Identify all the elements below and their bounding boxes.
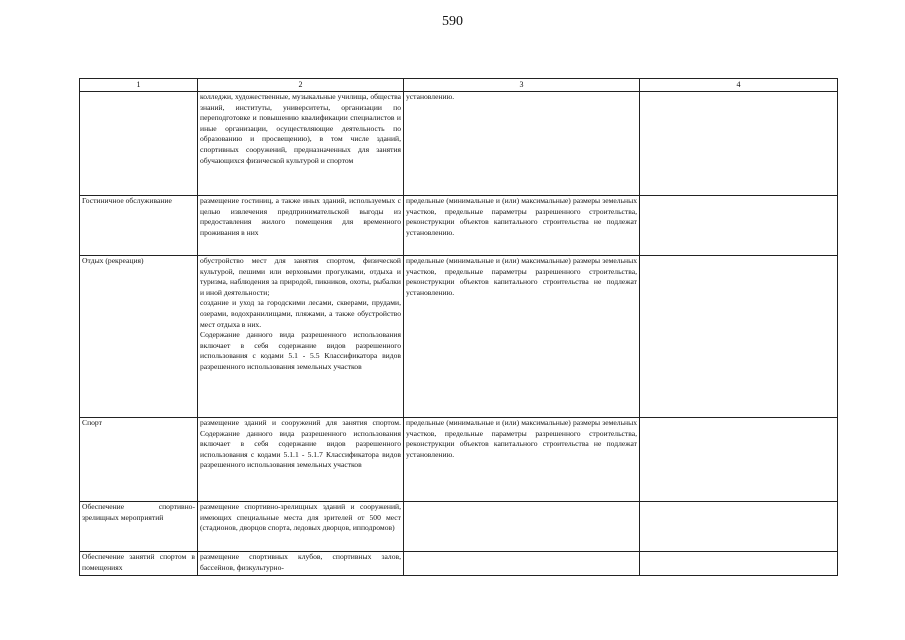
column-header: 4: [640, 79, 838, 92]
description-paragraph: Содержание данного вида разрешенного использования включает в себя содержание видов разрешенного использования с кодами 5.1 - 5.5 Классификатора видов разрешенного использования земельных участков: [200, 330, 401, 371]
parameters-cell: предельные (минимальные и (или) максимальные) размеры земельных участков, предельные параметры разрешенного строительства, реконструкции объектов капитального строительства не подлежат установлению.: [404, 256, 640, 418]
parameters-cell: установлению.: [404, 92, 640, 196]
parameters-cell: предельные (минимальные и (или) максимальные) размеры земельных участков, предельные параметры разрешенного строительства, реконструкции объектов капитального строительства не подлежат установлению.: [404, 418, 640, 502]
use-description-cell: [198, 418, 404, 502]
column-header: 2: [198, 79, 404, 92]
notes-cell: [640, 552, 838, 576]
column-header: 1: [80, 79, 198, 92]
parameters-cell: [404, 552, 640, 576]
notes-cell: [640, 92, 838, 196]
description-paragraph: колледжи, художественные, музыкальные училища, общества знаний, институты, университеты, организации по переподготовке и повышению квалификации специалистов и иные организации, осуществляющие деятельность по образованию и просвещению), в том числе зданий, спортивных сооружений, предназначенных для занятия обучающихся физической культурой и спортом: [200, 92, 401, 165]
parameters-cell: [404, 502, 640, 552]
notes-cell: [640, 256, 838, 418]
table-row: [80, 196, 838, 256]
table-row: [80, 418, 838, 502]
header-row: [80, 79, 838, 92]
use-name-cell: Спорт: [80, 418, 198, 502]
description-paragraph: размещение спортивно-зрелищных зданий и сооружений, имеющих специальные места для зрителей от 500 мест (стадионов, дворцов спорта, ледовых дворцов, ипподромов): [200, 502, 401, 533]
notes-cell: [640, 196, 838, 256]
description-paragraph: обустройство мест для занятия спортом, физической культурой, пешими или верховыми прогулками, отдыха и туризма, наблюдения за природой, пикников, охоты, рыбалки и иной деятельности;: [200, 256, 401, 297]
use-name-cell: Обеспечение занятий спортом в помещениях: [80, 552, 198, 576]
use-description-cell: [198, 552, 404, 576]
notes-cell: [640, 418, 838, 502]
use-name-cell: Отдых (рекреация): [80, 256, 198, 418]
description-paragraph: размещение спортивных клубов, спортивных залов, бассейнов, физкультурно-: [200, 552, 401, 572]
use-name-cell: Обеспечение спортивно-зрелищных мероприятий: [80, 502, 198, 552]
parameters-cell: предельные (минимальные и (или) максимальные) размеры земельных участков, предельные параметры разрешенного строительства, реконструкции объектов капитального строительства не подлежат установлению.: [404, 196, 640, 256]
use-description-cell: [198, 196, 404, 256]
use-name-cell: Гостиничное обслуживание: [80, 196, 198, 256]
use-description-cell: [198, 92, 404, 196]
notes-cell: [640, 502, 838, 552]
table-row: [80, 552, 838, 576]
column-header: 3: [404, 79, 640, 92]
table-row: [80, 92, 838, 196]
table-row: [80, 502, 838, 552]
table-row: [80, 256, 838, 418]
page-number: 590: [442, 14, 463, 29]
use-name-cell: [80, 92, 198, 196]
use-description-cell: [198, 256, 404, 418]
description-paragraph: размещение гостиниц, а также иных зданий, используемых с целью извлечения предпринимательской выгоды из предоставления жилого помещения для временного проживания в них: [200, 196, 401, 237]
description-paragraph: создание и уход за городскими лесами, скверами, прудами, озерами, водохранилищами, пляжами, а также обустройство мест отдыха в них.: [200, 298, 401, 329]
zoning-table: [79, 78, 838, 576]
description-paragraph: размещение зданий и сооружений для занятия спортом. Содержание данного вида разрешенного использования включает в себя содержание видов разрешенного использования с кодами 5.1.1 - 5.1.7 Классификатора видов разрешенного использования земельных участков: [200, 418, 401, 470]
use-description-cell: [198, 502, 404, 552]
